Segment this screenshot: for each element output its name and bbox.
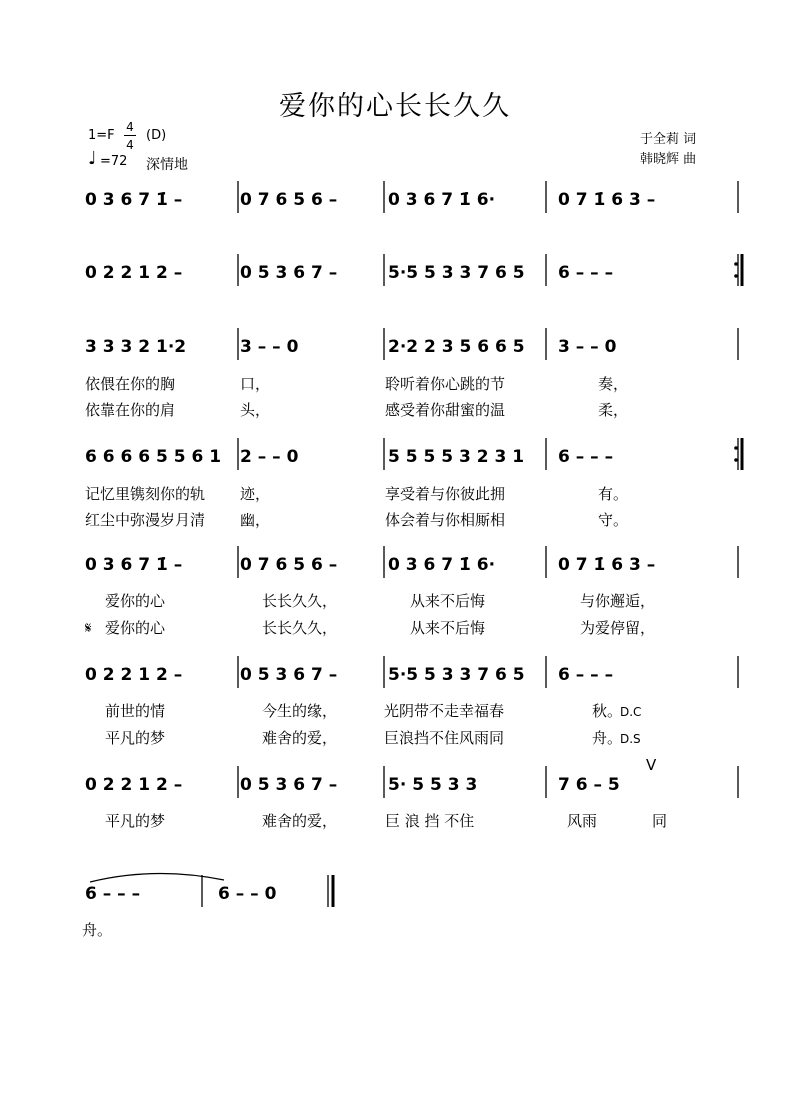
measure-notes: 6 – – – (558, 263, 614, 283)
measure-notes: 5· 5 5 3 3 (388, 775, 478, 795)
measure-notes: 0 2 2 1 2 – (85, 263, 183, 283)
lyric-text: 爱你的心 (105, 619, 166, 637)
composer: 韩晓辉 曲 (640, 152, 697, 167)
song-title: 爱你的心长长久久 (279, 91, 511, 122)
lyric-text: 风雨 (567, 812, 598, 830)
lyric-text: 光阴带不走幸福春 (384, 702, 505, 720)
alt-key: (D) (146, 128, 167, 143)
time-signature-top: 4 (126, 120, 134, 134)
measure-notes: 0 5 3 6 7 – (240, 665, 338, 685)
lyric-text: 头， (240, 401, 271, 419)
measure-notes: 0 3 6 7 1̇ – (85, 190, 183, 210)
lyric-text: 秋。 (592, 702, 623, 720)
repeat-dot (734, 458, 738, 462)
measure-notes: 3 3 3 2 1·2 (85, 337, 187, 357)
lyric-text: 红尘中弥漫岁月清 (85, 511, 206, 529)
lyric-text: 从来不后悔 (410, 619, 486, 637)
measure-notes: 6 – – 0 (218, 884, 277, 904)
segno-icon: 𝄋 (85, 619, 92, 637)
lyric-text: 守。 (598, 511, 629, 529)
measure-notes: 5 5 5 5 3 2 3 1 (388, 447, 525, 467)
measure-notes: 0 2 2 1 2 – (85, 775, 183, 795)
measure-notes: 6 – – – (558, 665, 614, 685)
lyric-text: 口， (240, 375, 271, 393)
tie-arc (90, 873, 224, 882)
lyric-text: 平凡的梦 (105, 812, 166, 830)
measure-notes: 0 2 2 1 2 – (85, 665, 183, 685)
key-signature: 1=F (88, 128, 115, 143)
lyric-text: 舟。 (82, 921, 113, 939)
lyric-text: 同 (652, 812, 668, 830)
lyric-text: 舟。 (592, 729, 623, 747)
measure-notes: 0 5 3 6 7 – (240, 263, 338, 283)
measure-notes: 0 3 6 7 1̇ 6· (388, 555, 496, 575)
measure-notes: 2 – – 0 (240, 447, 299, 467)
lyric-text: 享受着与你彼此拥 (385, 485, 506, 503)
lyric-text: 奏， (598, 375, 629, 393)
lyric-text: 迹， (240, 485, 271, 503)
breath-mark: V (646, 756, 657, 774)
expression-mark: 深情地 (146, 157, 188, 173)
lyricist: 于全莉 词 (640, 132, 697, 147)
measure-notes: 6 – – – (85, 884, 141, 904)
lyric-text: 感受着你甜蜜的温 (385, 401, 506, 419)
lyric-text: 难舍的爱， (262, 812, 338, 830)
lyric-text: 今生的缘， (262, 702, 338, 720)
measure-notes: 3 – – 0 (240, 337, 299, 357)
measure-notes: 0 7 1̇ 6 3 – (558, 555, 656, 575)
lyric-text: 与你邂逅， (580, 592, 656, 610)
lyric-text: 依偎在你的胸 (85, 375, 176, 393)
lyric-text: 巨 浪 挡 不住 (385, 812, 475, 830)
measure-notes: 5·5 5 3 3 7 6 5 (388, 665, 525, 685)
lyric-text: 聆听着你心跳的节 (385, 375, 506, 393)
lyric-text: 前世的情 (105, 702, 166, 720)
lyric-text: 幽， (240, 511, 271, 529)
measure-notes: 7 6 – 5 (558, 775, 620, 795)
lyric-text: 长长久久， (262, 619, 338, 637)
measure-notes: 0 3 6 7 1̇ – (85, 555, 183, 575)
measure-notes: 0 7 6 5 6 – (240, 190, 338, 210)
lyric-text: 平凡的梦 (105, 729, 166, 747)
lyric-text: 记忆里镌刻你的轨 (85, 485, 206, 503)
measure-notes: 0 5 3 6 7 – (240, 775, 338, 795)
repeat-dot (734, 446, 738, 450)
measure-notes: 6 – – – (558, 447, 614, 467)
lyric-text: D.C (620, 705, 642, 719)
lyric-text: 从来不后悔 (410, 592, 486, 610)
lyric-text: 爱你的心 (105, 592, 166, 610)
lyric-text: 难舍的爱， (262, 729, 338, 747)
measure-notes: 0 7 1̇ 6 3 – (558, 190, 656, 210)
quarter-note-icon: ♩ (88, 148, 97, 169)
measure-notes: 0 3 6 7 1̇ 6· (388, 190, 496, 210)
lyric-text: 长长久久， (262, 592, 338, 610)
measure-notes: 3 – – 0 (558, 337, 617, 357)
lyric-text: 依靠在你的肩 (85, 401, 176, 419)
lyric-text: 为爱停留， (580, 619, 656, 637)
lyric-text: 体会着与你相厮相 (385, 511, 506, 529)
measure-notes: 5·5 5 3 3 7 6 5 (388, 263, 525, 283)
lyric-text: 有。 (598, 485, 629, 503)
lyric-text: D.S (620, 732, 641, 746)
time-signature-bottom: 4 (126, 138, 134, 152)
repeat-dot (734, 262, 738, 266)
tempo: =72 (100, 154, 128, 169)
lyric-text: 巨浪挡不住风雨同 (384, 729, 505, 747)
measure-notes: 6 6 6 6 5 5 6 1 (85, 447, 222, 467)
measure-notes: 2·2 2 3 5 6 6 5 (388, 337, 525, 357)
lyric-text: 柔， (598, 401, 629, 419)
repeat-dot (734, 274, 738, 278)
measure-notes: 0 7 6 5 6 – (240, 555, 338, 575)
